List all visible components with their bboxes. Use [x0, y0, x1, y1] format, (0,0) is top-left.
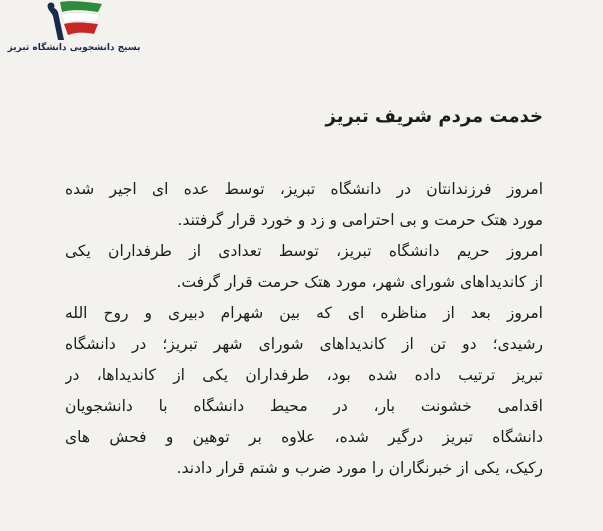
body-line: امروز فرزندانتان در دانشگاه تبریز، توسط عده ای اجیر شده	[65, 180, 543, 198]
body-line: اقدامی خشونت بار، در محیط دانشگاه با دانشجویان	[65, 397, 543, 415]
flag-emblem-icon	[42, 0, 106, 44]
logo-caption: بسیج دانشجویی دانشگاه تبریز	[7, 43, 141, 53]
body-line: رکیک، یکی از خبرنگاران را مورد ضرب و شتم قرار دادند.	[176, 459, 543, 477]
body-line: رشیدی؛ دو تن از کاندیداهای شورای شهر تبریز؛ در دانشگاه	[65, 335, 543, 353]
page-title: خدمت مردم شریف تبریز	[325, 106, 543, 127]
body-line: مورد هتک حرمت و بی احترامی و زد و خورد قرار گرفتند.	[177, 211, 543, 229]
body-line: از کاندیداهای شورای شهر، مورد هتک حرمت قرار گرفت.	[176, 273, 543, 291]
body-line: دانشگاه تبریز درگیر شده، علاوه بر توهین و فحش های	[65, 428, 543, 446]
body-line: امروز حریم دانشگاه تبریز، توسط تعدادی از طرفداران یکی	[65, 242, 543, 260]
body-line: تبریز ترتیب داده شده بود، طرفداران یکی از کاندیداها، در	[65, 366, 543, 384]
organization-logo	[4, 0, 144, 66]
body-text	[65, 174, 543, 484]
body-line: امروز بعد از مناظره ای که بین شهرام دبیری و روح الله	[65, 304, 543, 322]
